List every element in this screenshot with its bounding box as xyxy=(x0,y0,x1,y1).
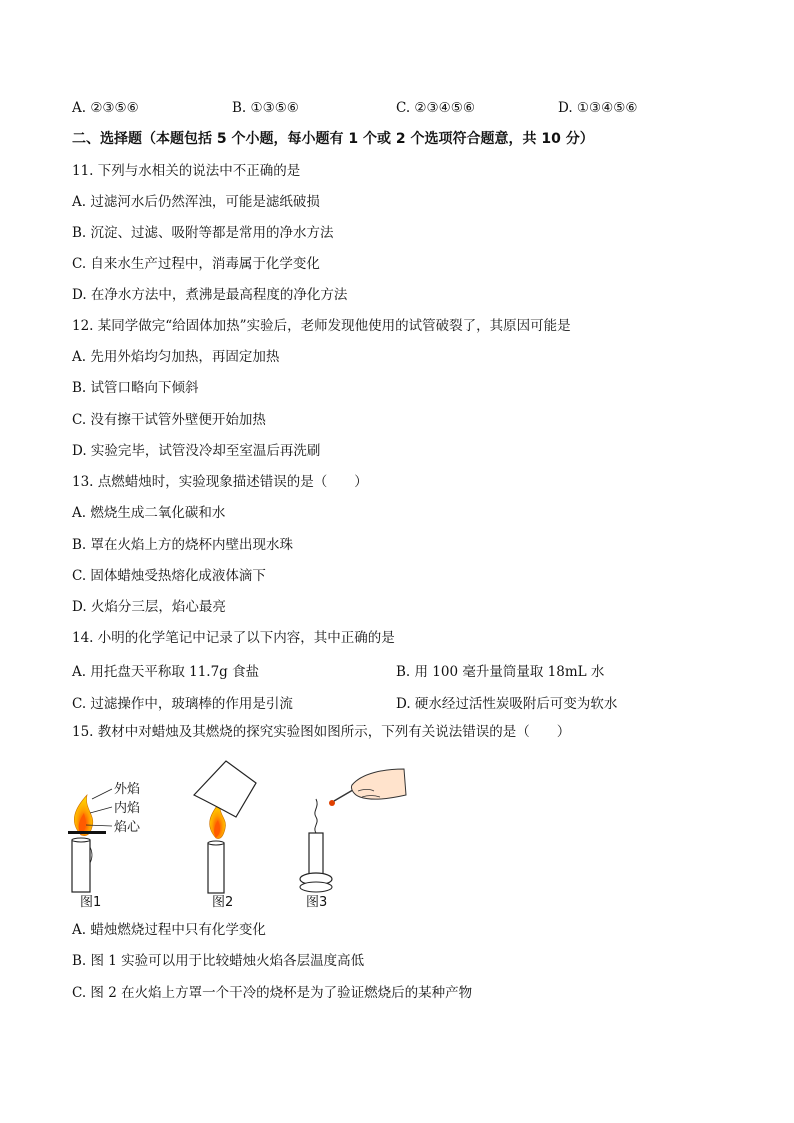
figure-caption-2: 图2 xyxy=(212,895,234,910)
flame-label-outer: 外焰 xyxy=(114,782,141,797)
q11-option-b: B. 沉淀、过滤、吸附等都是常用的净水方法 xyxy=(72,225,334,241)
fig3-candle-icon xyxy=(309,833,323,879)
q11-stem: 11. 下列与水相关的说法中不正确的是 xyxy=(72,163,301,179)
q11-option-a: A. 过滤河水后仍然浑浊，可能是滤纸破损 xyxy=(72,194,320,210)
fig3-hand-icon xyxy=(351,769,406,799)
q13-stem: 13. 点燃蜡烛时，实验现象描述错误的是（ ） xyxy=(72,474,368,490)
q14-option-a: A. 用托盘天平称取 11.7g 食盐 xyxy=(72,664,260,680)
q14-option-c: C. 过滤操作中，玻璃棒的作用是引流 xyxy=(72,696,293,712)
q13-option-d: D. 火焰分三层，焰心最亮 xyxy=(72,599,226,615)
q10-option-b: B. ①③⑤⑥ xyxy=(232,100,299,116)
q14-stem: 14. 小明的化学笔记中记录了以下内容，其中正确的是 xyxy=(72,630,395,646)
figure-caption-1: 图1 xyxy=(80,895,102,910)
fig2-candle-icon xyxy=(208,843,224,893)
q15-option-c: C. 图 2 在火焰上方罩一个干冷的烧杯是为了验证燃烧后的某种产物 xyxy=(72,985,473,1001)
fig3-smoke-icon xyxy=(315,799,317,833)
q12-option-a: A. 先用外焰均匀加热，再固定加热 xyxy=(72,349,280,365)
q15-option-a: A. 蜡烛燃烧过程中只有化学变化 xyxy=(72,922,266,938)
fig1-candle-group xyxy=(68,789,112,892)
flame-label-inner: 内焰 xyxy=(114,801,141,816)
q14-option-d: D. 硬水经过活性炭吸附后可变为软水 xyxy=(396,696,618,712)
fig2-beaker-icon xyxy=(194,761,256,817)
q10-option-d: D. ①③④⑤⑥ xyxy=(558,100,638,116)
q13-option-c: C. 固体蜡烛受热熔化成液体滴下 xyxy=(72,568,266,584)
q12-option-c: C. 没有擦干试管外壁便开始加热 xyxy=(72,412,266,428)
q13-option-b: B. 罩在火焰上方的烧杯内壁出现水珠 xyxy=(72,537,294,553)
flame-label-core: 焰心 xyxy=(114,820,141,835)
q11-option-d: D. 在净水方法中，煮沸是最高程度的净化方法 xyxy=(72,287,348,303)
q15-stem: 15. 教材中对蜡烛及其燃烧的探究实验图如图所示，下列有关说法错误的是（ ） xyxy=(72,724,571,740)
q10-option-c: C. ②③④⑤⑥ xyxy=(396,100,475,116)
q12-stem: 12. 某同学做完“给固体加热”实验后，老师发现他使用的试管破裂了，其原因可能是 xyxy=(72,318,571,334)
fig1-candle-icon xyxy=(72,840,90,892)
q15-option-b: B. 图 1 实验可以用于比较蜡烛火焰各层温度高低 xyxy=(72,953,365,969)
q12-option-d: D. 实验完毕，试管没冷却至室温后再洗刷 xyxy=(72,443,321,459)
fig1-stick-icon xyxy=(68,831,106,834)
q10-option-a: A. ②③⑤⑥ xyxy=(72,100,139,116)
figure-caption-3: 图3 xyxy=(306,895,328,910)
q13-option-a: A. 燃烧生成二氧化碳和水 xyxy=(72,505,226,521)
q12-option-b: B. 试管口略向下倾斜 xyxy=(72,380,199,396)
section-heading: 二、选择题（本题包括 5 个小题，每小题有 1 个或 2 个选项符合题意，共 10 分） xyxy=(72,131,594,147)
fig2-candle-group xyxy=(194,761,256,893)
q11-option-c: C. 自来水生产过程中，消毒属于化学变化 xyxy=(72,256,320,272)
candle-experiment-figure xyxy=(66,755,416,915)
fig3-candle-group xyxy=(300,769,406,892)
q14-option-b: B. 用 100 毫升量筒量取 18mL 水 xyxy=(396,664,605,680)
